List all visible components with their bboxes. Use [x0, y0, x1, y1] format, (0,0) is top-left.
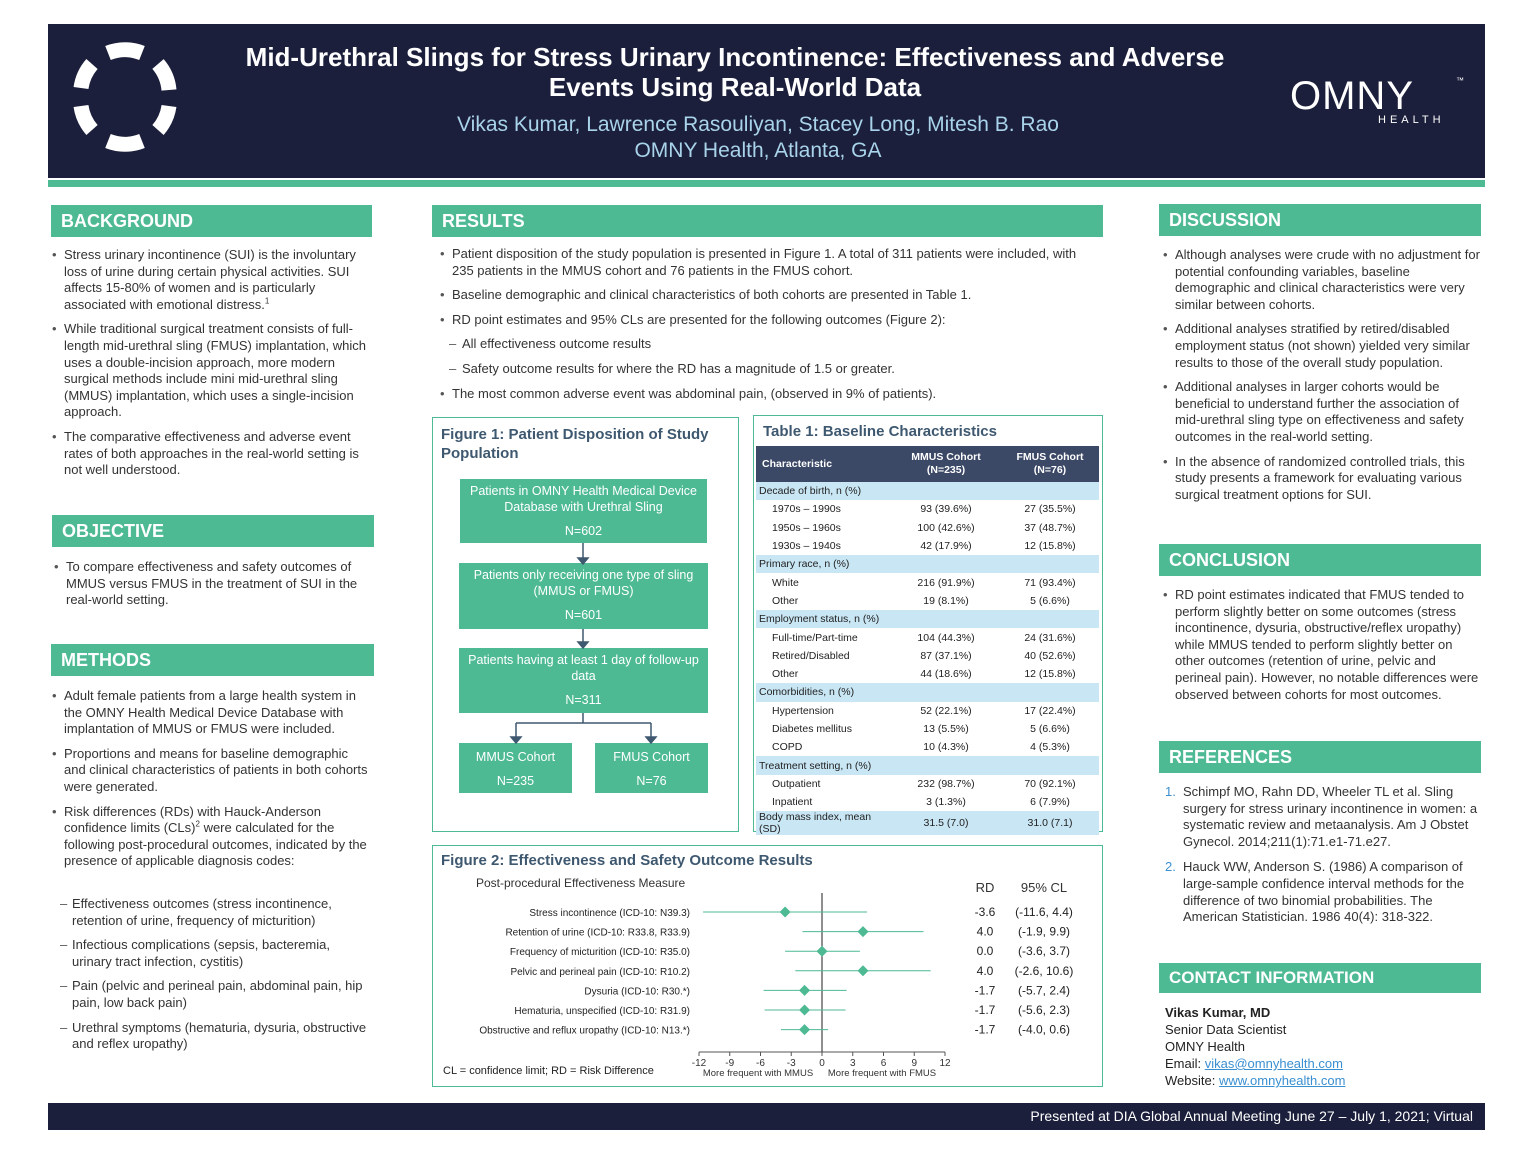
- table1-mmus-value: 19 (8.1%): [923, 594, 969, 607]
- table1-row: [756, 519, 1099, 537]
- table1-row-label: Hypertension: [772, 704, 834, 717]
- table1-mmus-value: 104 (44.3%): [917, 631, 975, 644]
- forest-tick-label: 3: [849, 1058, 856, 1069]
- table1-fmus-value: 4 (5.3%): [1030, 741, 1070, 754]
- table1-row-label: 1930s – 1940s: [772, 540, 841, 553]
- contact-website-row: [1165, 1072, 1345, 1089]
- forest-point-estimate: [817, 946, 828, 957]
- table1-row-label: White: [772, 576, 799, 589]
- conclusion-list: [1163, 587, 1483, 711]
- flow-box-one-type-label: Patients only receiving one type of sling (MMUS or FMUS): [473, 568, 694, 598]
- forest-cl-value: (-5.7, 2.4): [1017, 983, 1071, 998]
- table1-category-label: Treatment setting, n (%): [756, 756, 1099, 774]
- table1-mmus-value: 87 (37.1%): [920, 649, 972, 662]
- table1-row: [756, 665, 1099, 683]
- methods-sub-3: – Pain (pelvic and perineal pain, abdominal pain, hip pain, low back pain): [60, 978, 370, 1011]
- forest-rd-value: -3.6: [974, 905, 996, 919]
- table1-row: [756, 610, 1099, 628]
- table1-mmus-value: 42 (17.9%): [920, 540, 972, 553]
- forest-tick-label: -3: [786, 1058, 796, 1069]
- table1-row: [756, 738, 1099, 756]
- forest-point-estimate: [858, 926, 869, 937]
- table1-title: Table 1: Baseline Characteristics: [763, 423, 997, 440]
- table1-col-fmus-line1: FMUS Cohort: [1016, 451, 1084, 463]
- table1-row-label: Body mass index, mean (SD): [756, 811, 891, 835]
- poster-footer: Presented at DIA Global Annual Meeting June 27 – July 1, 2021; Virtual: [48, 1103, 1485, 1130]
- table1-row-label: 1950s – 1960s: [772, 521, 841, 534]
- table1-fmus-value: 5 (6.6%): [1030, 594, 1070, 607]
- poster-title: [200, 42, 1270, 102]
- background-bullet-3: • The comparative effectiveness and adverse event rates of both approaches in the real-world setting is not well understood.: [52, 429, 370, 479]
- table1-mmus-value: 10 (4.3%): [923, 741, 969, 754]
- forest-tick-label: 12: [939, 1058, 951, 1069]
- methods-sublist: [60, 896, 370, 1061]
- forest-cl-value: (-1.9, 9.9): [1017, 924, 1071, 939]
- table1-fmus-value: 12 (15.8%): [1024, 540, 1076, 553]
- forest-tick-label: -12: [691, 1058, 707, 1069]
- reference-1-number: 1.: [1165, 784, 1176, 799]
- table1-col-mmus-line1: MMUS Cohort: [911, 451, 981, 463]
- forest-left-label: More frequent with MMUS: [702, 1068, 814, 1079]
- results-list: [440, 246, 1100, 410]
- table1-fmus-value: 37 (48.7%): [1024, 521, 1076, 534]
- table1-row: [756, 702, 1099, 720]
- objective-heading: OBJECTIVE: [52, 515, 374, 547]
- forest-point-estimate: [858, 965, 869, 976]
- forest-tick-label: 0: [819, 1058, 825, 1069]
- logo-wordmark: OMNY: [1290, 74, 1414, 118]
- forest-outcome-label: Frequency of micturition (ICD-10: R35.0): [509, 947, 690, 959]
- results-bullet-1: • Patient disposition of the study population is presented in Figure 1. A total of 311 patients were included, with 235 patients in the MMUS cohort and 76 patients in the FMUS cohort.: [440, 246, 1100, 279]
- forest-cl-value: (-11.6, 4.4): [1015, 905, 1073, 919]
- flow-box-database-n: N=602: [564, 524, 603, 538]
- table1-row: [756, 683, 1099, 701]
- table1-body: [756, 482, 1099, 835]
- forest-cl-value: (-2.6, 10.6): [1014, 963, 1074, 978]
- table1-category-label: Employment status, n (%): [756, 610, 1099, 628]
- methods-bullet-3-text-b: were calculated for the following post-procedural outcomes, indicated by the presence of applicable diagnosis codes:: [64, 820, 367, 869]
- objective-list: [54, 559, 372, 617]
- background-heading: BACKGROUND: [51, 205, 372, 237]
- table1-col-characteristic: Characteristic: [756, 446, 891, 482]
- forest-footnote: CL = confidence limit; RD = Risk Difference: [443, 1065, 654, 1077]
- methods-sub-1: – Effectiveness outcomes (stress incontinence, retention of urine, frequency of micturition): [60, 896, 370, 929]
- title-line-1: Mid-Urethral Slings for Stress Urinary Incontinence: Effectiveness and Adverse: [245, 42, 1225, 72]
- table1-fmus-value: 5 (6.6%): [1030, 723, 1070, 735]
- table1-row: [756, 482, 1099, 500]
- reference-2-number: 2.: [1165, 859, 1176, 875]
- results-bullet-2: • Baseline demographic and clinical characteristics of both cohorts are presented in Table 1.: [440, 287, 1100, 304]
- contact-org: OMNY Health: [1165, 1039, 1245, 1054]
- forest-ticks: [692, 1052, 951, 1069]
- discussion-bullet-2: • Additional analyses stratified by retired/disabled employment status (not shown) yielded very similar results to those of the overall study population.: [1163, 321, 1483, 371]
- forest-tick-label: 9: [911, 1058, 918, 1069]
- table1-row-label: Other: [772, 668, 799, 681]
- methods-heading: METHODS: [51, 644, 374, 676]
- header-divider: [48, 180, 1485, 187]
- table1-col-mmus: [891, 446, 1001, 482]
- forest-tick-label: -9: [725, 1058, 735, 1069]
- discussion-heading: DISCUSSION: [1159, 204, 1481, 236]
- forest-cl-value: (-3.6, 3.7): [1017, 944, 1071, 959]
- background-bullet-2: • While traditional surgical treatment consists of full-length mid-urethral sling (FMUS) implantation, which uses a double-incision approach, more modern surgical methods include mini mid-urethral sling (MMUS) implantation, which uses a single-incision approach.: [52, 321, 370, 421]
- table1-mmus-value: 3 (1.3%): [926, 796, 966, 809]
- forest-outcome-label: Retention of urine (ICD-10: R33.8, R33.9): [505, 927, 690, 939]
- table1-row: [756, 628, 1099, 646]
- title-line-2: Events Using Real-World Data: [548, 72, 922, 102]
- contact-email-row: [1165, 1055, 1345, 1072]
- table1-category-label: Primary race, n (%): [756, 555, 1099, 573]
- table1-row: [756, 573, 1099, 591]
- forest-outcome-label: Stress incontinence (ICD-10: N39.3): [529, 908, 690, 919]
- contact-name: Vikas Kumar, MD: [1165, 1005, 1271, 1020]
- author-block: [300, 112, 1216, 164]
- results-bullet-4: • The most common adverse event was abdominal pain, (observed in 9% of patients).: [440, 386, 1100, 403]
- forest-point-estimate: [780, 907, 791, 918]
- contact-email-link[interactable]: vikas@omnyhealth.com: [1204, 1056, 1343, 1071]
- reference-2-text: Hauck WW, Anderson S. (1986) A comparison of large-sample confidence interval methods for the difference of two binomial probabilities. The American Statistician. 1986 40(4): 318-322.: [1183, 859, 1465, 925]
- table1-mmus-value: 216 (91.9%): [917, 576, 975, 589]
- figure1-title: Figure 1: Patient Disposition of Study Population: [441, 426, 709, 462]
- table1-mmus-value: 52 (22.1%): [920, 704, 972, 717]
- results-heading: RESULTS: [432, 205, 1103, 237]
- forest-rd-value: -1.7: [974, 1003, 996, 1017]
- table1-row: [756, 537, 1099, 555]
- background-bullet-1-text: Stress urinary incontinence (SUI) is the involuntary loss of urine during certain physical activities. SUI affects 15-80% of women and is particularly associated with emotional distress.: [64, 247, 356, 312]
- forest-rd-value: 4.0: [976, 963, 994, 978]
- table1-category-label: Comorbidities, n (%): [756, 683, 1099, 701]
- reference-2: [1165, 859, 1481, 925]
- table1-mmus-value: 44 (18.6%): [920, 668, 972, 681]
- table1-mmus-value: 100 (42.6%): [917, 521, 975, 534]
- forest-tick-label: 6: [880, 1058, 887, 1069]
- forest-rd-header: RD: [975, 880, 995, 895]
- forest-right-label: More frequent with FMUS: [827, 1068, 937, 1079]
- contact-block: [1165, 1004, 1345, 1089]
- flow-box-database-label: Patients in OMNY Health Medical Device Database with Urethral Sling: [470, 484, 697, 514]
- table1-row-label: Retired/Disabled: [772, 649, 850, 662]
- table1-fmus-value: 12 (15.8%): [1024, 668, 1076, 681]
- table1-fmus-value: 40 (52.6%): [1024, 649, 1076, 662]
- forest-rows: [479, 905, 1073, 1037]
- table1-category-label: Decade of birth, n (%): [756, 482, 1099, 500]
- baseline-characteristics-table: [756, 446, 1099, 835]
- table1-row: [756, 775, 1099, 793]
- background-bullet-1: [52, 247, 370, 313]
- contact-role: Senior Data Scientist: [1165, 1022, 1287, 1037]
- table1-row-label: Other: [772, 594, 799, 607]
- reference-1-text: Schimpf MO, Rahn DD, Wheeler TL et al. Sling surgery for stress urinary incontinence in women: a systematic review and metaanalysis. Am J Obstet Gynecol. 2014;211(1):71.e1-71.e27.: [1183, 784, 1478, 849]
- conclusion-bullet-1: • RD point estimates indicated that FMUS tended to perform slightly better on some outcomes (stress incontinence, dysuria, obstructive/reflex uropathy) while MMUS tended to perform slightly better on other outcomes (retention of urine, pelvic and perineal pain). However, no notable differences were observed between cohorts for most outcomes.: [1163, 587, 1483, 703]
- table1-row-label: 1970s – 1990s: [772, 503, 841, 516]
- table1-row-label: Diabetes mellitus: [772, 723, 852, 735]
- table1-row: [756, 811, 1099, 835]
- table1-row-label: Outpatient: [772, 777, 821, 790]
- table1-fmus-value: 24 (31.6%): [1024, 631, 1076, 644]
- flow-box-fmus-label: FMUS Cohort: [613, 750, 690, 764]
- table1-fmus-value: 71 (93.4%): [1024, 576, 1076, 589]
- background-list: [52, 247, 370, 487]
- table1-mmus-value: 93 (39.6%): [920, 503, 972, 516]
- table1-row-label: Full-time/Part-time: [772, 631, 858, 644]
- table1-row: [756, 647, 1099, 665]
- table1-row-label: COPD: [772, 741, 803, 754]
- table1-row: [756, 756, 1099, 774]
- table1-mmus-value: 31.5 (7.0): [891, 811, 1001, 835]
- forest-point-estimate: [799, 1024, 810, 1035]
- methods-bullet-2: • Proportions and means for baseline demographic and clinical characteristics of patients in both cohorts were generated.: [52, 746, 370, 796]
- table1-fmus-value: 17 (22.4%): [1024, 704, 1076, 717]
- methods-bullet-1: • Adult female patients from a large health system in the OMNY Health Medical Device Database with implantation of MMUS or FMUS were included.: [52, 688, 370, 738]
- table1-row-label: Inpatient: [772, 796, 813, 809]
- forest-tick-label: -6: [756, 1058, 765, 1069]
- forest-outcome-label: Obstructive and reflux uropathy (ICD-10: N13.*): [479, 1025, 690, 1037]
- methods-list: [52, 688, 370, 878]
- table1-fmus-value: 31.0 (7.1): [1001, 811, 1099, 835]
- results-dash-2: – Safety outcome results for where the RD has a magnitude of 1.5 or greater.: [440, 361, 1100, 378]
- table1-mmus-value: 13 (5.5%): [923, 723, 969, 735]
- table1-col-fmus-line2: (N=76): [1033, 464, 1067, 476]
- figure2-title: Figure 2: Effectiveness and Safety Outcome Results: [441, 852, 813, 869]
- forest-subtitle: Post-procedural Effectiveness Measure: [476, 876, 686, 890]
- references-list: [1165, 784, 1481, 935]
- forest-cl-value: (-5.6, 2.3): [1017, 1003, 1071, 1017]
- objective-bullet-1: • To compare effectiveness and safety outcomes of MMUS versus FMUS in the treatment of SUI in the real-world setting.: [54, 559, 372, 609]
- table1-fmus-value: 6 (7.9%): [1030, 796, 1070, 809]
- forest-rd-value: 0.0: [976, 944, 994, 959]
- table1-col-fmus: [1001, 446, 1099, 482]
- conclusion-heading: CONCLUSION: [1159, 544, 1481, 576]
- table1-mmus-value: 232 (98.7%): [917, 777, 975, 790]
- forest-cl-value: (-4.0, 0.6): [1017, 1022, 1071, 1037]
- table1-fmus-value: 27 (35.5%): [1024, 503, 1076, 516]
- omny-ring-logo-icon: [68, 40, 182, 154]
- forest-outcome-label: Hematuria, unspecified (ICD-10: R31.9): [514, 1006, 690, 1017]
- discussion-list: [1163, 247, 1483, 511]
- table1-row: [756, 555, 1099, 573]
- contact-website-label: Website:: [1165, 1073, 1219, 1088]
- authors: Vikas Kumar, Lawrence Rasouliyan, Stacey Long, Mitesh B. Rao: [457, 113, 1059, 136]
- logo-trademark: ™: [1456, 76, 1464, 85]
- contact-email-label: Email:: [1165, 1056, 1205, 1071]
- reference-1: [1165, 784, 1481, 850]
- affiliation: OMNY Health, Atlanta, GA: [634, 139, 882, 162]
- flow-box-followup-label: Patients having at least 1 day of follow-up data: [468, 653, 699, 683]
- citation-1: 1: [264, 296, 270, 306]
- citation-2: 2: [195, 819, 200, 829]
- methods-bullet-3-text-a: Risk differences (RDs) with Hauck-Anderson confidence limits (CLs): [64, 803, 321, 836]
- methods-bullet-3: [52, 804, 370, 870]
- flow-box-followup-n: N=311: [565, 693, 602, 707]
- forest-rd-value: 4.0: [976, 924, 994, 939]
- results-bullet-3: • RD point estimates and 95% CLs are presented for the following outcomes (Figure 2):: [440, 312, 1100, 329]
- omny-health-logo: [1290, 74, 1470, 128]
- forest-point-estimate: [799, 985, 810, 996]
- table1-row: [756, 720, 1099, 738]
- table1-header-row: [756, 446, 1099, 482]
- flow-box-one-type-n: N=601: [564, 608, 603, 622]
- forest-rd-value: -1.7: [974, 983, 996, 998]
- flow-box-mmus-label: MMUS Cohort: [475, 750, 556, 764]
- contact-website-link[interactable]: www.omnyhealth.com: [1218, 1073, 1346, 1088]
- forest-cl-header: 95% CL: [1020, 880, 1068, 895]
- contact-heading: CONTACT INFORMATION: [1159, 963, 1481, 993]
- table1-row: [756, 592, 1099, 610]
- references-heading: REFERENCES: [1159, 741, 1481, 773]
- forest-point-estimate: [799, 1005, 810, 1016]
- forest-outcome-label: Pelvic and perineal pain (ICD-10: R10.2): [510, 966, 690, 978]
- discussion-bullet-4: • In the absence of randomized controlled trials, this study presents a framework for evaluating various surgical treatment options for SUI.: [1163, 454, 1483, 504]
- forest-rd-value: -1.7: [974, 1022, 996, 1037]
- flow-box-fmus-n: N=76: [636, 774, 667, 788]
- flow-arrows: [432, 417, 739, 832]
- table1-col-mmus-line2: (N=235): [926, 464, 966, 476]
- table1-row: [756, 500, 1099, 518]
- results-dash-1: – All effectiveness outcome results: [440, 336, 1100, 353]
- logo-subtext: HEALTH: [1378, 114, 1445, 126]
- discussion-bullet-3: • Additional analyses in larger cohorts would be beneficial to understand further the association of mid-urethral sling type on effectiveness and safety outcomes in the real-world setting.: [1163, 379, 1483, 445]
- table1-row: [756, 793, 1099, 811]
- discussion-bullet-1: • Although analyses were crude with no adjustment for potential confounding variables, baseline demographic and clinical characteristics were very similar between cohorts.: [1163, 247, 1483, 313]
- flow-box-mmus-n: N=235: [496, 774, 535, 788]
- forest-plot: [432, 845, 1103, 1087]
- forest-outcome-label: Dysuria (ICD-10: R30.*): [584, 986, 690, 998]
- methods-sub-4: – Urethral symptoms (hematuria, dysuria, obstructive and reflex uropathy): [60, 1020, 370, 1053]
- methods-sub-2: – Infectious complications (sepsis, bacteremia, urinary tract infection, cystitis): [60, 937, 370, 970]
- table1-fmus-value: 70 (92.1%): [1024, 777, 1076, 790]
